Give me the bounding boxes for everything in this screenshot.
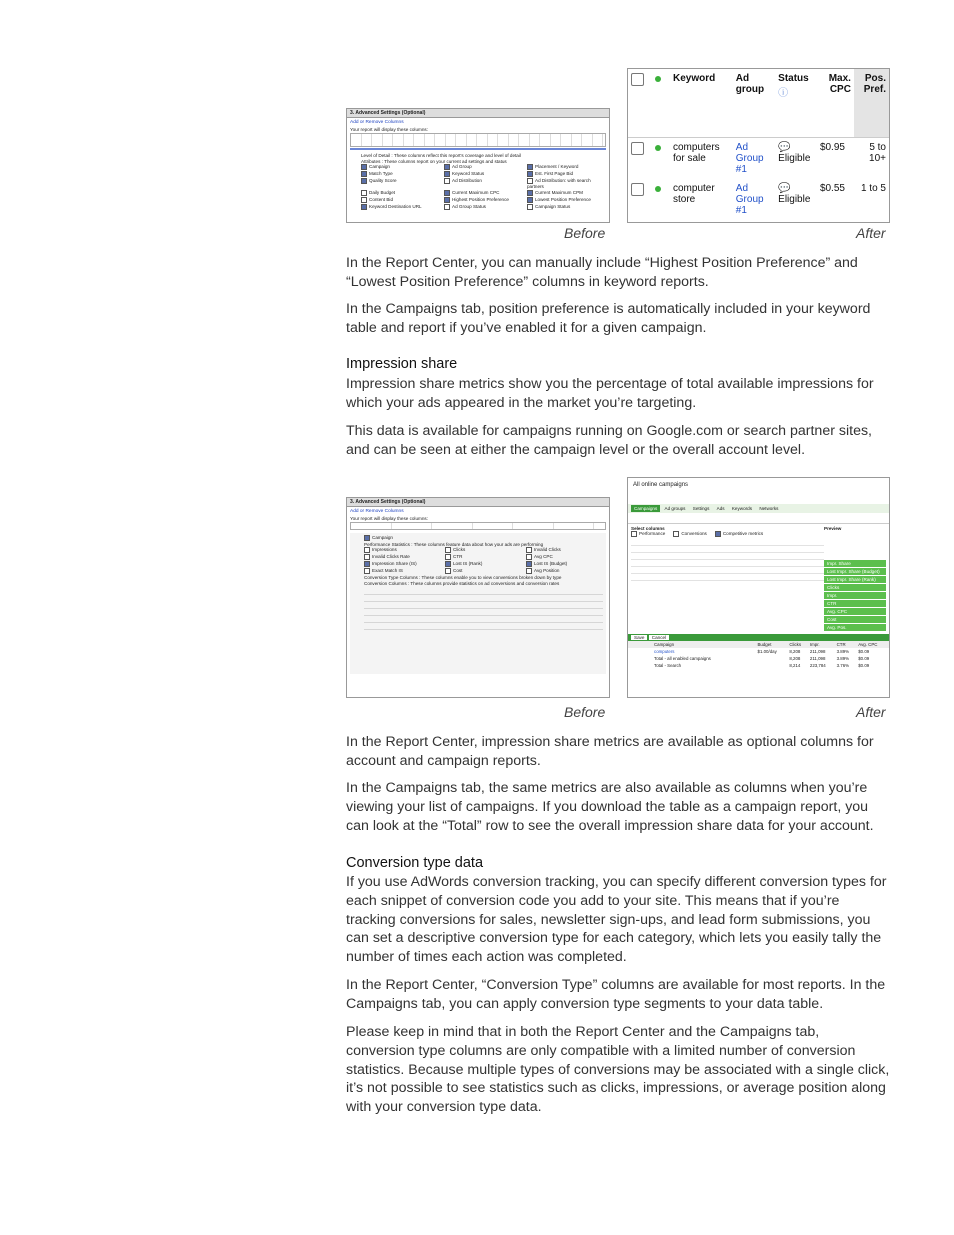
column-header-strip — [350, 133, 606, 147]
table-row: Total - all enabled campaigns 8,208 211,098 3.89% $0.09 — [654, 656, 870, 661]
paragraph: If you use AdWords conversion tracking, you can specify different conversion types for each snippet of conversion code you add to your site. This means that if you’re tracking conversions for sales, newsletter sign-ups, and lead form submissions, you can set a descriptive conversion type for each category, which lets you easily tally the number of times each action was completed. — [346, 874, 887, 966]
row-checkbox[interactable] — [631, 183, 644, 196]
status-dot-icon — [655, 145, 661, 151]
settings-body — [350, 533, 606, 674]
checkbox-item[interactable]: Daily Budget — [361, 190, 440, 196]
col-ad-group[interactable]: Ad group — [735, 73, 765, 95]
max-cpc-cell[interactable]: $0.55 — [819, 182, 845, 194]
column-header-strip — [350, 522, 606, 530]
section-heading-impression-share: Impression share — [346, 356, 458, 372]
checkbox-item[interactable]: Keyword Destination URL — [361, 204, 440, 210]
checkbox-item[interactable]: Lowest Position Preference — [527, 197, 606, 203]
checkbox-item[interactable]: Ad Group — [444, 164, 523, 170]
select-all-checkbox[interactable] — [631, 73, 644, 86]
checkbox-item[interactable]: Ad Distribution: with search partners — [527, 178, 591, 189]
level-checks — [350, 535, 606, 541]
max-cpc-cell[interactable]: $0.95 — [819, 141, 845, 153]
col-max-cpc[interactable]: Max. CPC — [828, 73, 851, 95]
tab-settings[interactable]: Settings — [692, 506, 710, 511]
paragraph: Impression share metrics show you the percentage of total available impressions for which your ads appeared in the market you’re targeting. — [346, 376, 874, 411]
tab-campaigns[interactable]: Campaigns — [631, 505, 660, 512]
paragraph: In the Campaigns tab, position preference is automatically included in your keyword table and report if you’ve enabled it for a given campaign. — [346, 301, 871, 336]
cancel-button[interactable]: Cancel — [649, 635, 669, 640]
section-heading-conversion-type: Conversion type data — [346, 855, 484, 871]
conversion-checkbox-lines — [364, 588, 603, 634]
group-performance: Performance — [631, 531, 665, 537]
paragraph: In the Report Center, you can manually include “Highest Position Preference” and “Lowest Position Preference” columns in keyword reports. — [346, 255, 858, 290]
preview-bar[interactable]: Avg. Pos. — [824, 624, 886, 631]
group-competitive: Competitive metrics — [715, 531, 763, 537]
attributes-label: Attributes : These columns report on your current ad settings and status — [361, 159, 507, 164]
table-row — [628, 179, 889, 220]
advanced-settings-title: 3. Advanced Settings (Optional) — [347, 498, 609, 507]
campaign-table — [628, 641, 889, 669]
caption-after-1: After — [856, 225, 886, 241]
paragraph: In the Report Center, impression share metrics are available as optional columns for account and campaign reports. — [346, 734, 874, 769]
preview-bar[interactable]: Impr. Share — [824, 560, 886, 567]
caption-after-2: After — [856, 704, 886, 720]
keyword-cell: computers for sale — [673, 141, 720, 164]
pos-pref-cell: 5 to 10+ — [869, 141, 886, 164]
paragraph: In the Campaigns tab, the same metrics are also available as columns when you’re viewing your list of campaigns. If you download the table as a campaign report, you can look at the “Total” row to see the overall impression share data for your account. — [346, 780, 874, 834]
help-icon[interactable]: ⓘ — [778, 88, 789, 99]
tab-networks[interactable]: Networks — [759, 506, 779, 511]
perf-checkbox-grid — [350, 547, 606, 574]
col-keyword[interactable]: Keyword — [673, 73, 716, 84]
paragraph: Please keep in mind that in both the Report Center and the Campaigns tab, conversion type columns are only compatible with a limited number of conversion statistics. Because multiple types of conversions may be associated with a single click, it’s not possible to see statistics such as clicks, impressions, or average position along with your conversion type data. — [346, 1024, 890, 1116]
keyword-cell: computer store — [673, 182, 715, 205]
add-remove-columns-link[interactable]: Add or Remove Columns — [350, 120, 404, 125]
checkbox-item[interactable]: Est. First Page Bid — [527, 171, 606, 177]
columns-note: Your report will display these columns: — [350, 127, 428, 132]
checkbox-item[interactable]: Placement / Keyword — [527, 164, 606, 170]
checkbox-item[interactable]: Impression Share (IS) — [364, 561, 441, 567]
metric-checkbox-lines — [631, 539, 824, 587]
campaigns-title: All online campaigns — [633, 482, 689, 488]
status-cell: 💬Eligible — [778, 141, 811, 164]
table-row[interactable]: computers $1.00/day 8,208 211,098 3.89% $0.09 — [654, 649, 870, 654]
checkbox-item[interactable]: Ad Distribution — [444, 178, 523, 189]
preview-bar[interactable]: Lost Impr. Share (Rank) — [824, 576, 886, 583]
perf-stats-label: Performance Statistics : These columns feature data about how your ads are performing — [364, 542, 544, 547]
checkbox-item[interactable]: Current Maximum CPC — [444, 190, 523, 196]
table-row — [628, 137, 889, 179]
paragraph: In the Report Center, “Conversion Type” columns are available for most reports. In the Campaigns tab, you can apply conversion type segments to your data table. — [346, 977, 886, 1012]
status-cell: 💬Eligible — [778, 182, 811, 205]
checkbox-item[interactable]: Ad Group Status — [444, 204, 523, 210]
report-center-before-screenshot-2 — [346, 497, 610, 698]
checkbox-item[interactable]: Avg CPC — [526, 554, 603, 560]
scroll-track[interactable] — [350, 148, 606, 150]
checkbox-item[interactable]: Content Bid — [361, 197, 440, 203]
advanced-settings-title: 3. Advanced Settings (Optional) — [347, 109, 609, 118]
toolbar — [628, 513, 889, 524]
checkbox-item[interactable]: CTR — [445, 554, 522, 560]
tab-ad-groups[interactable]: Ad groups — [664, 506, 686, 511]
checkbox-item[interactable]: Quality Score — [361, 178, 440, 189]
column-chooser — [628, 524, 889, 634]
checkbox-item[interactable]: Campaign Status — [527, 204, 606, 210]
preview-bar[interactable]: Impr. — [824, 592, 886, 599]
preview-bar[interactable]: CTR — [824, 600, 886, 607]
columns-note: Your report will display these columns: — [350, 516, 428, 521]
save-button[interactable]: Save — [631, 635, 647, 640]
paragraph: This data is available for campaigns running on Google.com or search partner sites, and can be seen at either the campaign level or the overall account level. — [346, 423, 872, 458]
col-status[interactable]: Status ⓘ — [778, 73, 809, 99]
caption-before-1: Before — [564, 225, 606, 241]
checkbox-item[interactable]: Exact Match IS — [364, 568, 441, 574]
checkbox-item[interactable]: Impressions — [364, 547, 441, 553]
table-header-row — [628, 69, 889, 137]
checkbox-item[interactable]: Avg Position — [526, 568, 603, 574]
conv-type-label: Conversion Type Columns : These columns enable you to view conversions broken down by type — [364, 575, 562, 580]
preview-bar[interactable]: Clicks — [824, 584, 886, 591]
tab-bar — [628, 504, 889, 513]
ad-group-link[interactable]: Ad Group #1 — [735, 141, 764, 175]
caption-before-2: Before — [564, 704, 606, 720]
speech-bubble-icon: 💬 — [778, 141, 791, 153]
keyword-table-after-screenshot — [627, 68, 890, 223]
save-bar — [628, 634, 889, 641]
preview-bar[interactable]: Lost Impr. Share (Budget) — [824, 568, 886, 575]
add-remove-columns-link[interactable]: Add or Remove Columns — [350, 509, 404, 514]
checkbox-item[interactable]: Lost IS (Rank) — [445, 561, 522, 567]
ad-group-link[interactable]: Ad Group #1 — [735, 182, 764, 216]
status-dot-icon — [655, 186, 661, 192]
level-of-detail-label: Level of Detail : These columns reflect this report's coverage and level of detail — [361, 153, 521, 158]
row-checkbox[interactable] — [631, 142, 644, 155]
report-center-before-screenshot-1 — [346, 108, 610, 223]
table-row: Total - Search 8,214 223,784 3.76% $0.09 — [654, 663, 870, 668]
conv-cols-label: Conversion Columns : These columns provide statistics on ad conversions and conversion rates — [364, 581, 560, 586]
campaigns-tab-after-screenshot — [627, 477, 890, 698]
checkbox-item[interactable]: Lost IS (Budget) — [526, 561, 603, 567]
checkbox-item[interactable]: Invalid Clicks Rate — [364, 554, 441, 560]
preview-label: Preview — [824, 526, 842, 531]
checkbox-item[interactable]: Current Maximum CPM — [527, 190, 606, 196]
select-columns-label: Select columns — [631, 526, 665, 531]
tab-ads[interactable]: Ads — [716, 506, 725, 511]
preview-panel — [824, 526, 886, 632]
table-row: Campaign Budget Clicks Impr. CTR Avg. CPC — [628, 641, 889, 648]
column-checkbox-grid — [347, 164, 609, 210]
checkbox-item[interactable]: Highest Position Preference — [444, 197, 523, 203]
checkbox-item[interactable]: Keyword Status — [444, 171, 523, 177]
group-conversions: Conversions — [673, 531, 707, 537]
preview-bar[interactable]: Avg. CPC — [824, 608, 886, 615]
preview-bar[interactable]: Cost — [824, 616, 886, 623]
pos-pref-cell: 1 to 5 — [860, 182, 886, 194]
speech-bubble-icon: 💬 — [778, 182, 791, 194]
checkbox-item[interactable]: Clicks — [445, 547, 522, 553]
checkbox-item[interactable]: Invalid Clicks — [526, 547, 603, 553]
checkbox-item[interactable]: Campaign — [364, 535, 441, 541]
tab-keywords[interactable]: Keywords — [731, 506, 753, 511]
checkbox-item[interactable]: Match Type — [361, 171, 440, 177]
status-dot-icon — [655, 76, 661, 82]
checkbox-item[interactable]: Cost — [445, 568, 522, 574]
col-pos-pref[interactable]: Pos. Pref. — [854, 69, 889, 137]
checkbox-item[interactable]: Campaign — [361, 164, 440, 170]
